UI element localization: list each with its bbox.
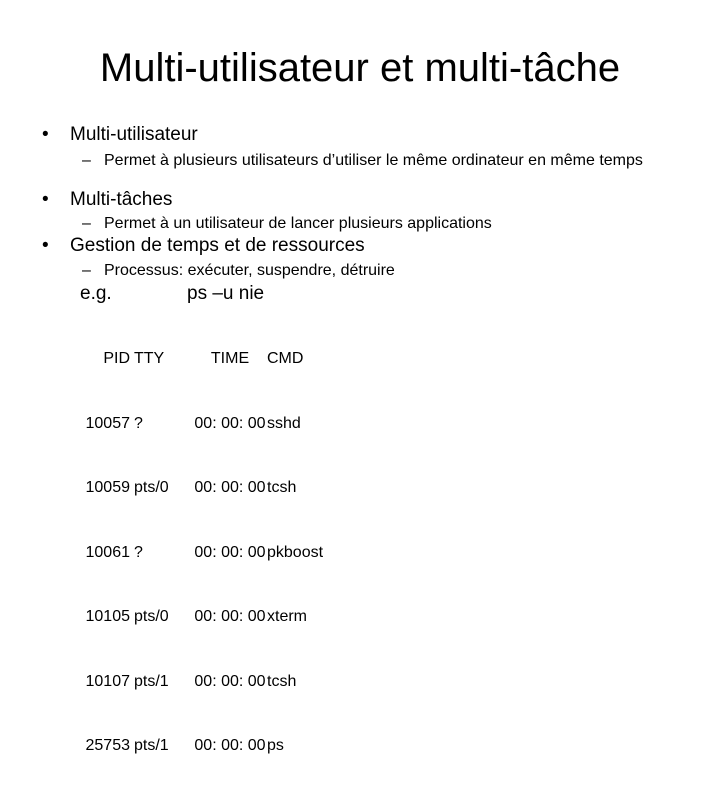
- ps-cell-cmd: ps: [267, 737, 284, 754]
- ps-cell-time: 00: 00: 00: [194, 672, 266, 690]
- ps-cell-tty: pts/1: [134, 737, 169, 754]
- ps-pid-column: [80, 305, 130, 800]
- ps-cell-tty: pts/0: [134, 479, 169, 496]
- ps-cell-pid: 10057: [85, 414, 130, 432]
- ps-cell-cmd: tcsh: [267, 479, 297, 496]
- ps-cell-cmd: sshd: [267, 414, 301, 432]
- ps-cell-tty: pts/0: [134, 608, 169, 625]
- sub-bullet-text: Permet à plusieurs utilisateurs d’utiliser le même ordinateur en même temps: [104, 152, 643, 169]
- ps-cell-time: 00: 00: 00: [194, 608, 266, 625]
- bullet-text: Multi-tâches: [70, 189, 173, 210]
- example-label: e.g.: [80, 283, 112, 304]
- ps-cell-tty: pts/1: [134, 672, 169, 690]
- ps-header-pid: PID: [103, 350, 130, 367]
- dash-marker: –: [82, 152, 91, 169]
- ps-cell-time: 00: 00: 00: [194, 414, 266, 432]
- ps-cell-time: 00: 00: 00: [194, 543, 266, 561]
- sub-bullet-text: Permet à un utilisateur de lancer plusieurs applications: [104, 215, 492, 232]
- sub-bullet-text: Processus: exécuter, suspendre, détruire: [104, 262, 395, 279]
- ps-cell-pid: 25753: [85, 737, 130, 754]
- ps-cell-time: 00: 00: 00: [194, 737, 266, 754]
- ps-cell-pid: 10105: [85, 608, 130, 625]
- slide-title: Multi-utilisateur et multi-tâche: [99, 46, 621, 90]
- ps-tty-column: [134, 305, 184, 800]
- bullet-marker: •: [42, 124, 49, 145]
- ps-cell-pid: 10061: [85, 543, 130, 561]
- sub-bullet-item: [82, 152, 682, 169]
- ps-header-time: TIME: [210, 350, 250, 367]
- ps-cell-tty: ?: [134, 543, 143, 561]
- bullet-text: Multi-utilisateur: [70, 124, 198, 145]
- ps-header-tty: TTY: [134, 350, 165, 367]
- sub-bullet-item: [82, 215, 682, 232]
- ps-cell-time: 00: 00: 00: [194, 479, 266, 496]
- example-command: ps –u nie: [187, 283, 265, 304]
- ps-cell-pid: 10107: [85, 672, 130, 690]
- bullet-marker: •: [42, 189, 49, 210]
- dash-marker: –: [82, 215, 91, 232]
- ps-time-column: [190, 305, 270, 800]
- ps-cell-cmd: tcsh: [267, 672, 297, 690]
- ps-cell-cmd: xterm: [267, 608, 307, 625]
- bullet-marker: •: [42, 235, 49, 256]
- ps-cell-tty: ?: [134, 414, 143, 432]
- ps-cmd-column: [267, 305, 357, 800]
- bullet-text: Gestion de temps et de ressources: [70, 235, 365, 256]
- sub-bullet-item: [82, 262, 682, 279]
- ps-cell-pid: 10059: [85, 479, 130, 496]
- ps-header-cmd: CMD: [267, 350, 304, 367]
- ps-cell-cmd: pkboost: [267, 543, 324, 561]
- dash-marker: –: [82, 262, 91, 279]
